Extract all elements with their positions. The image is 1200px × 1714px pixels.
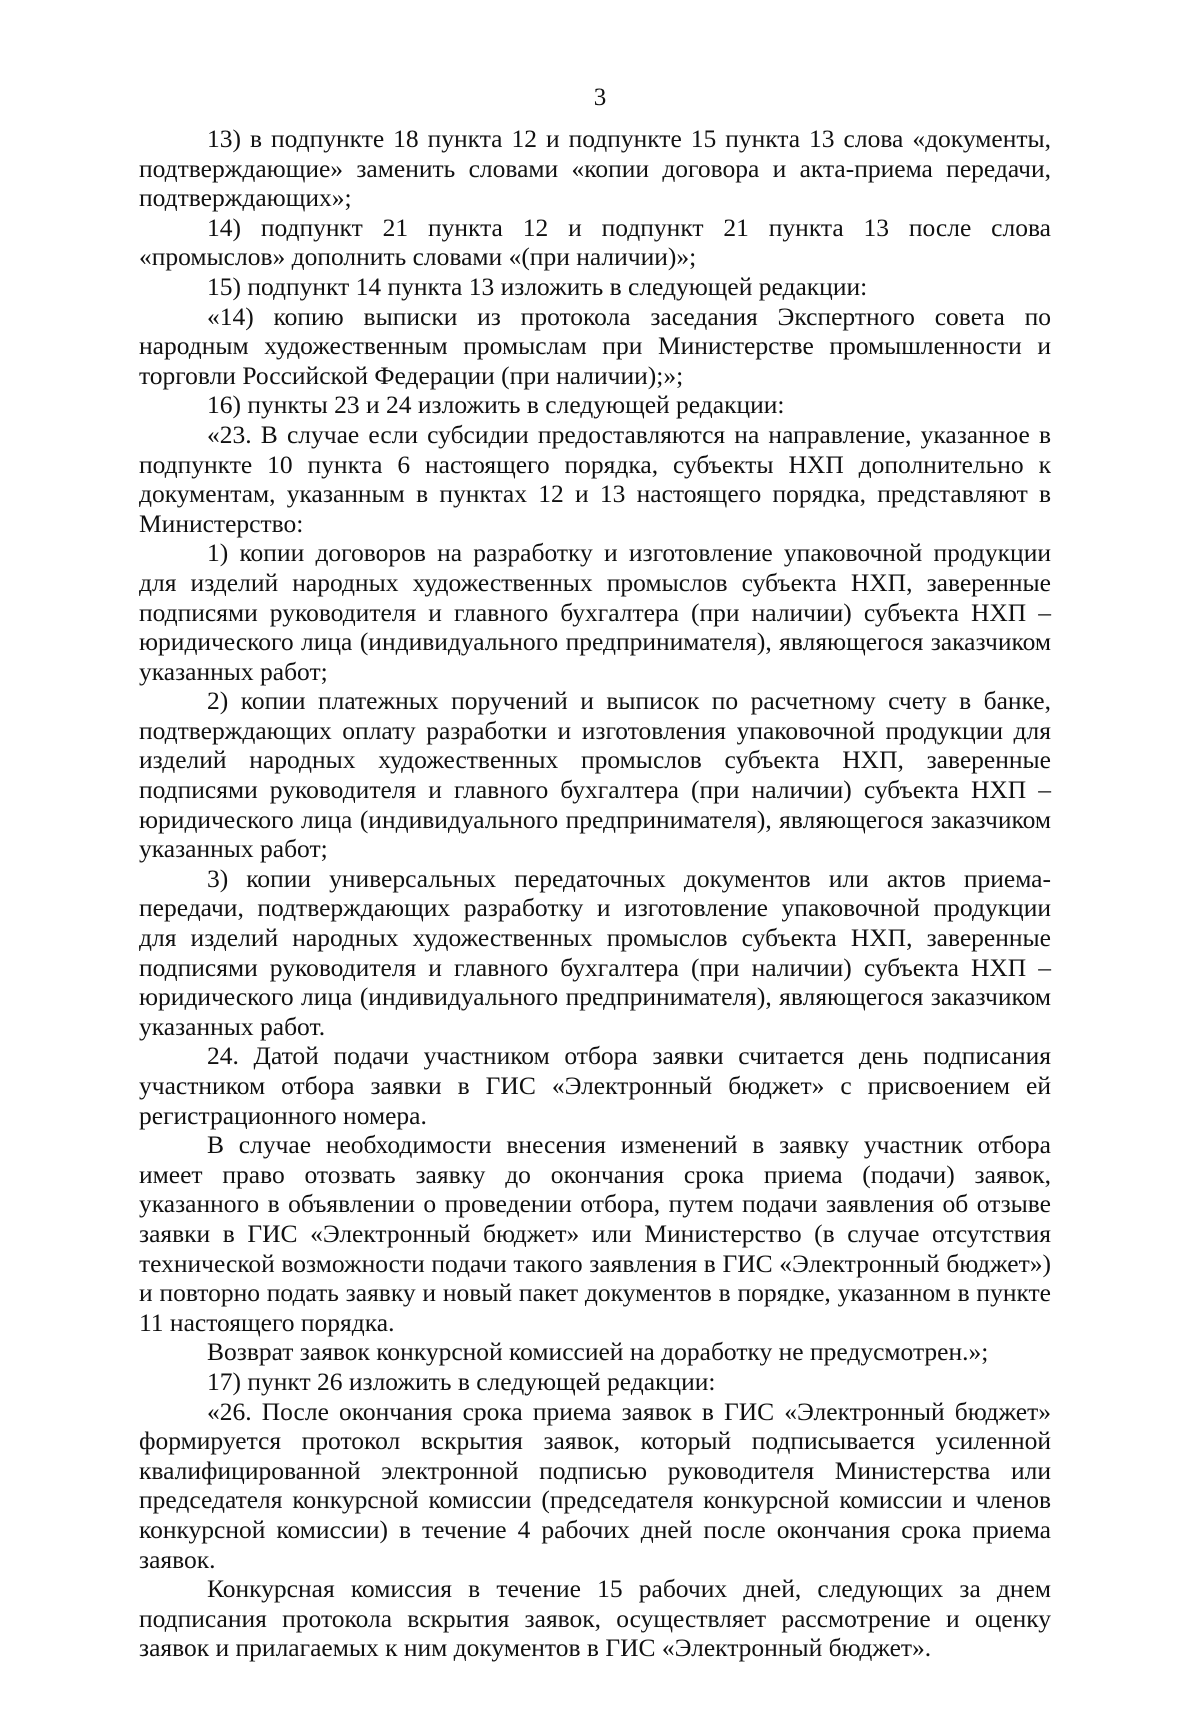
paragraph-23-item-1: 1) копии договоров на разработку и изготовление упаковочной продукции для изделий народных художественных промыслов субъекта НХП, заверенные подписями руководителя и главного бухгалтера (при наличии) субъекта НХП – юридического лица (индивидуального предпринимателя), являющегося заказчиком указанных работ; xyxy=(139,538,1051,686)
paragraph-23: «23. В случае если субсидии предоставляются на направление, указанное в подпункте 10 пункта 6 настоящего порядка, субъекты НХП дополнительно к документам, указанным в пунктах 12 и 13 настоящего порядка, представляют в Министерство: xyxy=(139,419,1051,538)
paragraph-13: 13) в подпункте 18 пункта 12 и подпункте 15 пункта 13 слова «документы, подтверждающие» заменить словами «копии договора и акта-приема передачи, подтверждающих»; xyxy=(139,124,1051,213)
paragraph-14: 14) подпункт 21 пункта 12 и подпункт 21 пункта 13 после слова «промыслов» дополнить словами «(при наличии)»; xyxy=(139,212,1051,272)
paragraph-15: 15) подпункт 14 пункта 13 изложить в следующей редакции: xyxy=(207,271,868,301)
paragraph-24: 24. Датой подачи участником отбора заявки считается день подписания участником отбора заявки в ГИС «Электронный бюджет» с присвоением ей регистрационного номера. xyxy=(139,1041,1051,1130)
paragraph-23-item-3: 3) копии универсальных передаточных документов или актов приема-передачи, подтверждающих разработку и изготовление упаковочной продукции для изделий народных художественных промыслов субъекта НХП, заверенные подписями руководителя и главного бухгалтера (при наличии) субъекта НХП – юридического лица (индивидуального предпринимателя), являющегося заказчиком указанных работ. xyxy=(139,863,1051,1041)
paragraph-24-withdrawal: В случае необходимости внесения изменений в заявку участник отбора имеет право отозвать заявку до окончания срока приема (подачи) заявок, указанного в объявлении о проведении отбора, путем подачи заявления об отзыве заявки в ГИС «Электронный бюджет» или Министерство (в случае отсутствия технической возможности подачи такого заявления в ГИС «Электронный бюджет») и повторно подать заявку и новый пакет документов в порядке, указанном в пункте 11 настоящего порядка. xyxy=(139,1130,1051,1337)
paragraph-17: 17) пункт 26 изложить в следующей редакции: xyxy=(207,1366,716,1396)
paragraph-16: 16) пункты 23 и 24 изложить в следующей редакции: xyxy=(207,390,785,420)
document-body xyxy=(139,124,1051,1663)
paragraph-23-item-2: 2) копии платежных поручений и выписок по расчетному счету в банке, подтверждающих оплату разработки и изготовления упаковочной продукции для изделий народных художественных промыслов субъекта НХП, заверенные подписями руководителя и главного бухгалтера (при наличии) субъекта НХП – юридического лица (индивидуального предпринимателя), являющегося заказчиком указанных работ; xyxy=(139,686,1051,864)
paragraph-15-quote: «14) копию выписки из протокола заседания Экспертного совета по народным художественным промыслам при Министерстве промышленности и торговли Российской Федерации (при наличии);»; xyxy=(139,301,1051,390)
page-number: 3 xyxy=(593,84,607,111)
paragraph-26: «26. После окончания срока приема заявок в ГИС «Электронный бюджет» формируется протокол вскрытия заявок, который подписывается усиленной квалифицированной электронной подписью руководителя Министерства или председателя конкурсной комиссии (председателя конкурсной комиссии и членов конкурсной комиссии) в течение 4 рабочих дней после окончания срока приема заявок. xyxy=(139,1396,1051,1574)
paragraph-26-commission: Конкурсная комиссия в течение 15 рабочих дней, следующих за днем подписания протокола вскрытия заявок, осуществляет рассмотрение и оценку заявок и прилагаемых к ним документов в ГИС «Электронный бюджет». xyxy=(139,1574,1051,1663)
paragraph-24-return: Возврат заявок конкурсной комиссией на доработку не предусмотрен.»; xyxy=(207,1337,989,1367)
